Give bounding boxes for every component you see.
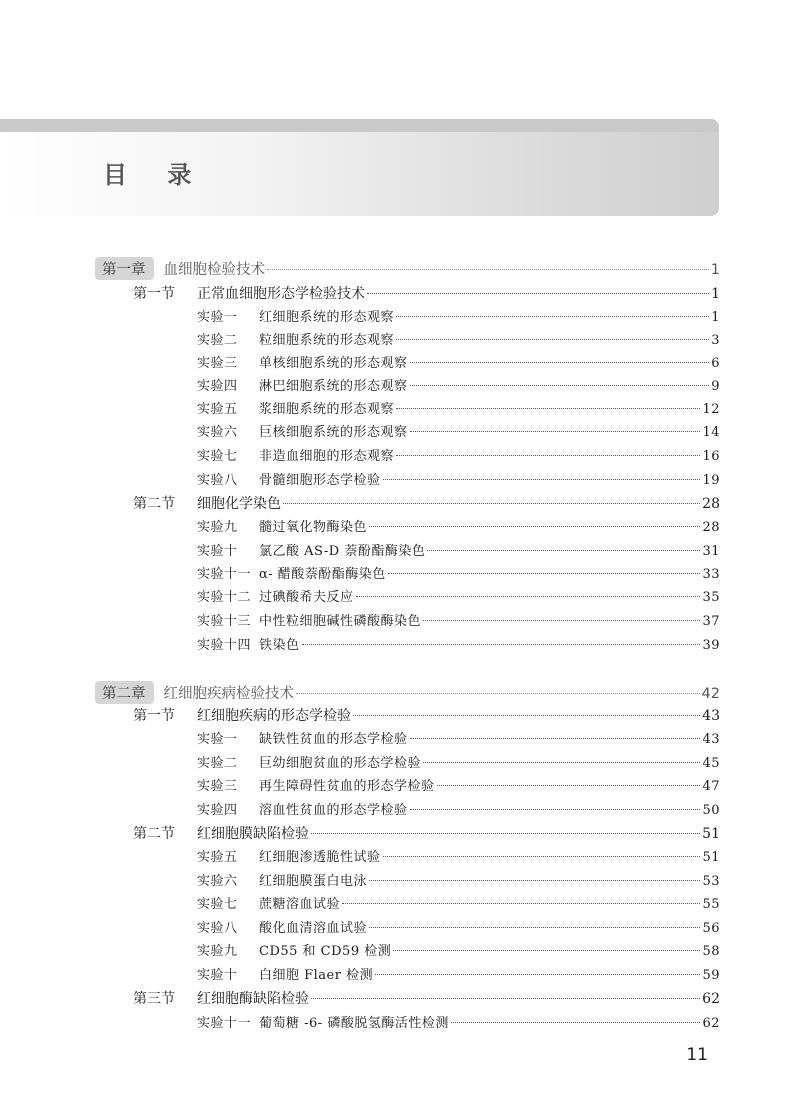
toc-page-number: 16 [702, 449, 720, 464]
toc-chapter-label: 第一章 [102, 262, 146, 278]
toc-page-number: 19 [702, 473, 720, 488]
toc-item-title: 粒细胞系统的形态观察 [259, 333, 395, 348]
chapter-label-box [95, 257, 154, 280]
toc-item-label: 实验四 [197, 379, 238, 394]
toc-item-label: 实验二 [197, 756, 238, 771]
toc-chapter-title: 血细胞检验技术 [163, 262, 265, 278]
toc-item-row[interactable] [197, 870, 720, 889]
dot-leader [388, 573, 701, 574]
toc-item-title: 氯乙酸 AS-D 萘酚酯酶染色 [259, 544, 426, 559]
toc-item-row[interactable] [197, 964, 720, 983]
dot-leader [410, 362, 710, 363]
toc-item-label: 实验十 [197, 544, 238, 559]
dot-leader [383, 856, 701, 857]
toc-item-title: 铁染色 [259, 638, 300, 653]
toc-chapter-label: 第二章 [102, 686, 146, 702]
toc-page-number: 3 [711, 333, 720, 348]
dot-leader [396, 455, 700, 456]
toc-page-number: 58 [702, 944, 720, 959]
dot-leader [410, 431, 701, 432]
toc-item-title: 蔗糖溶血试验 [259, 897, 341, 912]
toc-section-title: 细胞化学染色 [197, 496, 281, 512]
page-number: 11 [686, 1045, 708, 1065]
toc-page-number: 56 [702, 921, 720, 936]
toc-page-number: 28 [702, 520, 720, 535]
toc-item-row[interactable] [197, 445, 720, 464]
toc-item-title: 白细胞 Flaer 检测 [259, 968, 374, 983]
toc-page-number: 35 [702, 590, 720, 605]
toc-item-row[interactable] [197, 469, 720, 488]
toc-item-label: 实验四 [197, 803, 238, 818]
toc-section-title: 红细胞酶缺陷检验 [197, 991, 309, 1007]
toc-page-number: 9 [711, 379, 720, 394]
toc-page-number: 12 [702, 402, 720, 417]
toc-item-title: 巨核细胞系统的形态观察 [259, 425, 408, 440]
toc-item-row[interactable] [197, 563, 720, 582]
toc-section-title: 红细胞膜缺陷检验 [197, 826, 309, 842]
toc-item-row[interactable] [197, 846, 720, 865]
toc-item-title: 单核细胞系统的形态观察 [259, 356, 408, 371]
toc-page-number: 50 [702, 803, 720, 818]
toc-item-title: 过碘酸希夫反应 [259, 590, 354, 605]
toc-page-number: 62 [702, 1016, 720, 1031]
toc-page-number: 42 [701, 686, 720, 702]
dot-leader [437, 785, 701, 786]
toc-item-label: 实验八 [197, 473, 238, 488]
toc-page-number: 53 [702, 874, 720, 889]
dot-leader [396, 316, 709, 317]
toc-section-row[interactable] [133, 283, 720, 303]
toc-page-number: 47 [702, 779, 720, 794]
toc-item-row[interactable] [197, 752, 720, 771]
dot-leader [383, 479, 701, 480]
toc-item-row[interactable] [197, 352, 720, 371]
toc-item-title: 中性粒细胞碱性磷酸酶染色 [259, 614, 422, 629]
dot-leader [396, 339, 709, 340]
toc-page-number: 37 [702, 614, 720, 629]
toc-item-label: 实验八 [197, 921, 238, 936]
toc-item-label: 实验十四 [197, 638, 252, 653]
toc-item-row[interactable] [197, 329, 720, 348]
toc-page-number: 51 [702, 850, 720, 865]
dot-leader [369, 526, 700, 527]
toc-page-number: 59 [702, 968, 720, 983]
toc-item-label: 实验六 [197, 425, 238, 440]
toc-item-row[interactable] [197, 893, 720, 912]
toc-item-label: 实验十一 [197, 567, 252, 582]
toc-section-title: 正常血细胞形态学检验技术 [197, 286, 365, 302]
toc-item-label: 实验九 [197, 520, 238, 535]
toc-item-row[interactable] [197, 728, 720, 747]
dot-leader [375, 974, 700, 975]
toc-item-label: 实验二 [197, 333, 238, 348]
toc-section-label: 第三节 [133, 991, 175, 1007]
toc-page-number: 45 [702, 756, 720, 771]
toc-item-label: 实验一 [197, 310, 238, 325]
toc-item-row[interactable] [197, 375, 720, 394]
toc-chapter-title: 红细胞疾病检验技术 [163, 686, 294, 702]
dot-leader [410, 809, 701, 810]
toc-item-title: 巨幼细胞贫血的形态学检验 [259, 756, 422, 771]
dot-leader [369, 927, 700, 928]
toc-item-title: 非造血细胞的形态观察 [259, 449, 395, 464]
dot-leader [423, 620, 700, 621]
toc-section-row[interactable] [133, 988, 720, 1008]
dot-leader [342, 903, 700, 904]
dot-leader [367, 293, 709, 294]
toc-item-title: 淋巴细胞系统的形态观察 [259, 379, 408, 394]
toc-section-label: 第二节 [133, 496, 175, 512]
toc-page-number: 43 [702, 708, 720, 724]
toc-section-row[interactable] [133, 493, 720, 513]
toc-item-row[interactable] [197, 398, 720, 417]
toc-page-number: 51 [702, 826, 720, 842]
dot-leader [410, 385, 710, 386]
toc-page-number: 6 [711, 356, 720, 371]
toc-item-label: 实验十三 [197, 614, 252, 629]
toc-item-label: 实验五 [197, 850, 238, 865]
toc-item-label: 实验九 [197, 944, 238, 959]
toc-item-row[interactable] [197, 421, 720, 440]
chapter-label-box [95, 681, 154, 704]
dot-leader [427, 550, 700, 551]
toc-page-number: 55 [702, 897, 720, 912]
toc-item-row[interactable] [197, 610, 720, 629]
toc-page-number: 62 [702, 991, 720, 1007]
toc-page-number: 14 [702, 425, 720, 440]
dot-leader [311, 998, 700, 999]
toc-item-label: 实验十 [197, 968, 238, 983]
dot-leader [311, 833, 700, 834]
dot-leader [267, 269, 709, 270]
dot-leader [410, 738, 701, 739]
toc-page-number: 31 [702, 544, 720, 559]
toc-item-label: 实验七 [197, 449, 238, 464]
toc-page-number: 1 [711, 286, 720, 302]
toc-chapter-row[interactable] [95, 257, 720, 280]
toc-item-label: 实验六 [197, 874, 238, 889]
toc-item-row[interactable] [197, 540, 720, 559]
toc-item-row[interactable] [197, 940, 720, 959]
toc-item-title: 骨髓细胞形态学检验 [259, 473, 381, 488]
toc-item-title: 红细胞渗透脆性试验 [259, 850, 381, 865]
toc-item-label: 实验十一 [197, 1016, 252, 1031]
toc-item-label: 实验三 [197, 779, 238, 794]
toc-item-row[interactable] [197, 586, 720, 605]
toc-item-title: 溶血性贫血的形态学检验 [259, 803, 408, 818]
toc-item-title: 红细胞系统的形态观察 [259, 310, 395, 325]
dot-leader [369, 880, 700, 881]
toc-section-label: 第一节 [133, 286, 175, 302]
toc-item-title: 酸化血清溶血试验 [259, 921, 368, 936]
toc-item-title: CD55 和 CD59 检测 [259, 944, 392, 959]
toc-item-title: 浆细胞系统的形态观察 [259, 402, 395, 417]
toc-item-label: 实验十二 [197, 590, 252, 605]
dot-leader [353, 715, 700, 716]
toc-item-row[interactable] [197, 799, 720, 818]
dot-leader [283, 503, 700, 504]
dot-leader [396, 408, 700, 409]
page-title: 目 录 [103, 161, 208, 189]
toc-chapter-row[interactable] [95, 681, 720, 704]
toc-page-number: 43 [702, 732, 720, 747]
dot-leader [423, 762, 700, 763]
dot-leader [451, 1022, 701, 1023]
toc-item-label: 实验一 [197, 732, 238, 747]
toc-section-label: 第一节 [133, 708, 175, 724]
toc-item-label: 实验三 [197, 356, 238, 371]
toc-item-title: 红细胞膜蛋白电泳 [259, 874, 368, 889]
toc-item-label: 实验五 [197, 402, 238, 417]
toc-item-label: 实验七 [197, 897, 238, 912]
toc-item-row[interactable] [197, 1012, 720, 1031]
toc-section-title: 红细胞疾病的形态学检验 [197, 708, 351, 724]
toc-item-row[interactable] [197, 516, 720, 535]
dot-leader [296, 693, 700, 694]
toc-page-number: 39 [702, 638, 720, 653]
toc-item-row[interactable] [197, 634, 720, 653]
toc-item-title: α- 醋酸萘酚酯酶染色 [259, 567, 386, 582]
toc-item-title: 缺铁性贫血的形态学检验 [259, 732, 408, 747]
toc-page-number: 28 [702, 496, 720, 512]
dot-leader [302, 644, 701, 645]
dot-leader [356, 596, 701, 597]
toc-section-row[interactable] [133, 705, 720, 725]
dot-leader [393, 950, 700, 951]
toc-item-title: 葡萄糖 -6- 磷酸脱氢酶活性检测 [259, 1016, 449, 1031]
toc-item-row[interactable] [197, 917, 720, 936]
toc-page-number: 1 [710, 262, 720, 278]
toc-page-number: 33 [702, 567, 720, 582]
toc-page-number: 1 [711, 310, 720, 325]
toc-item-row[interactable] [197, 775, 720, 794]
toc-section-row[interactable] [133, 823, 720, 843]
toc-section-label: 第二节 [133, 826, 175, 842]
toc-item-title: 髓过氧化物酶染色 [259, 520, 368, 535]
toc-item-row[interactable] [197, 306, 720, 325]
toc-item-title: 再生障碍性贫血的形态学检验 [259, 779, 435, 794]
